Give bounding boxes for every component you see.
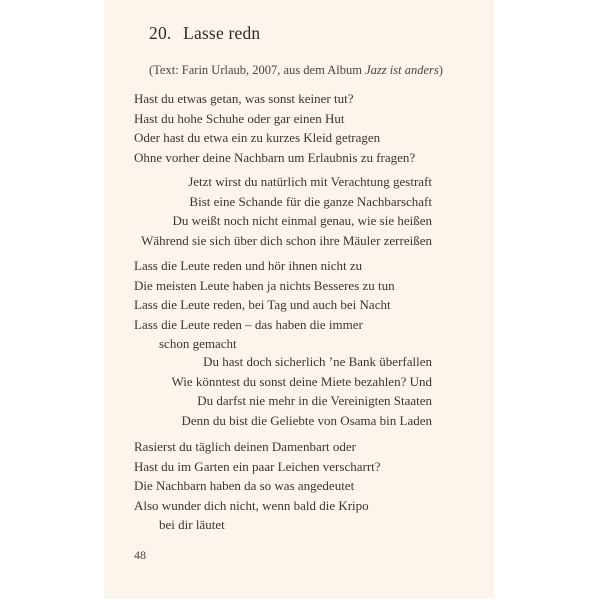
stanza-2 — [141, 172, 432, 250]
verse-line: Oder hast du etwa ein zu kurzes Kleid getragen — [134, 130, 381, 145]
verse-line: Jetzt wirst du natürlich mit Verachtung gestraft — [188, 174, 432, 189]
verse-line: Rasierst du täglich deinen Damenbart oder — [134, 439, 357, 454]
book-page — [104, 0, 494, 598]
verse-line: Wie könntest du sonst deine Miete bezahlen? Und — [171, 373, 432, 389]
verse-line: Du weißt noch nicht einmal genau, wie sie heißen — [172, 213, 432, 228]
verse-line: Lass die Leute reden – das haben die immer — [134, 316, 363, 332]
stanza-1 — [134, 89, 415, 167]
verse-line: Die Nachbarn haben da so was angedeutet — [134, 478, 355, 493]
verse-line: Du hast doch sicherlich ’ne Bank überfallen — [203, 354, 432, 369]
verse-line: Denn du bist die Geliebte von Osama bin Laden — [181, 412, 432, 428]
song-title-text: Lasse redn — [183, 23, 261, 43]
credit-prefix: (Text: Farin Urlaub, 2007, aus dem Album — [149, 63, 366, 77]
verse-line: Während sie sich über dich schon ihre Mäuler zerreißen — [141, 232, 432, 248]
album-title: Jazz ist anders — [365, 63, 439, 77]
verse-line: Lass die Leute reden und hör ihnen nicht zu — [134, 258, 363, 273]
stanza-5 — [134, 437, 381, 535]
page-number: 48 — [134, 548, 146, 562]
verse-line: Die meisten Leute haben ja nichts Besseres zu tun — [134, 277, 395, 293]
verse-line-continuation: schon gemacht — [159, 336, 237, 351]
stanza-3-chorus — [134, 256, 395, 354]
verse-line: Hast du etwas getan, was sonst keiner tut? — [134, 91, 354, 106]
song-number: 20. — [149, 23, 172, 43]
verse-line: Du darfst nie mehr in die Vereinigten Staaten — [197, 393, 432, 408]
verse-line: Hast du hohe Schuhe oder gar einen Hut — [134, 110, 345, 126]
verse-line: Ohne vorher deine Nachbarn um Erlaubnis zu fragen? — [134, 149, 416, 165]
verse-line: Bist eine Schande für die ganze Nachbarschaft — [189, 193, 432, 209]
verse-line-continuation: bei dir läutet — [159, 517, 225, 532]
song-title — [149, 23, 260, 44]
song-credit — [149, 63, 443, 78]
verse-line: Lass die Leute reden, bei Tag und auch bei Nacht — [134, 297, 391, 312]
verse-line: Also wunder dich nicht, wenn bald die Kripo — [134, 497, 369, 513]
stanza-4 — [172, 352, 433, 430]
verse-line: Hast du im Garten ein paar Leichen verscharrt? — [134, 458, 381, 474]
credit-suffix: ) — [438, 63, 443, 77]
